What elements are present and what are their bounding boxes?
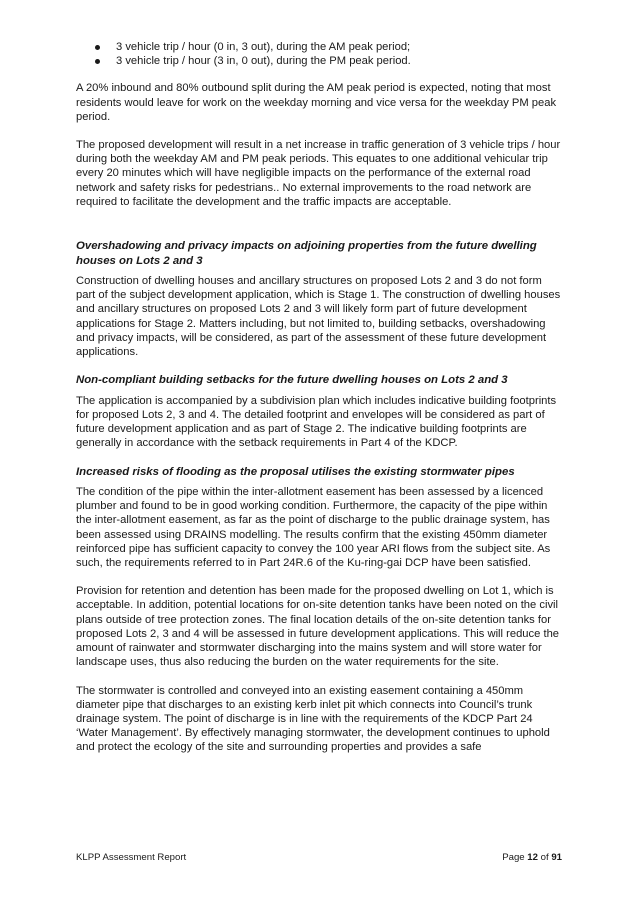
paragraph: The stormwater is controlled and conveyed into an existing easement containing a 450mm diameter pipe that discharges to an existing kerb inlet pit which connects into Council’s trunk drainage system. The point of discharge is in line with the requirements of the KDCP Part 24 ‘Water Management’. By effectively managing stormwater, the development continues to uphold and protect the ecology of the site and surrounding properties and provides a safe (76, 684, 550, 754)
page-footer (76, 852, 562, 864)
page-indicator: Page 12 of 91 (502, 852, 562, 863)
section-heading-flooding: Increased risks of flooding as the proposal utilises the existing stormwater pipes (76, 465, 515, 478)
paragraph: The condition of the pipe within the inter-allotment easement has been assessed by a licenced plumber and found to be in good working condition. Furthermore, the capacity of the pipe within the inter-allotment easement, as far as the point of discharge to the public drainage system, has been assessed using DRAINS modelling. The results confirm that the existing 450mm diameter reinforced pipe has sufficient capacity to convey the 100 year ARI flows from the subject site. As such, the requirements referred to in Part 24R.6 of the Ku-ring-gai DCP have been satisfied. (76, 486, 551, 570)
section-heading-setbacks: Non-compliant building setbacks for the future dwelling houses on Lots 2 and 3 (76, 374, 508, 387)
list-item: 3 vehicle trip / hour (3 in, 0 out), during the PM peak period. (76, 54, 564, 68)
report-title: KLPP Assessment Report (76, 852, 187, 863)
bullet-dot-icon (95, 45, 100, 50)
total-pages: 91 (551, 852, 562, 863)
paragraph: The application is accompanied by a subdivision plan which includes indicative building footprints for proposed Lots 2, 3 and 4. The detailed footprint and envelopes will be considered as part of future development application and as part of Stage 2. The indicative building footprints are generally in accordance with the setback requirements in Part 4 of the KDCP. (76, 394, 557, 450)
paragraph: Construction of dwelling houses and ancillary structures on proposed Lots 2 and 3 do not form part of the subject development application, which is Stage 1. The construction of dwelling houses and ancillary structures on proposed Lots 2 and 3 will likely form part of future development applications for Stage 2. Matters including, but not limited to, building setbacks, overshadowing and privacy impacts, will be considered, as part of the assessment of these future development applications. (76, 275, 561, 359)
paragraph: The proposed development will result in a net increase in traffic generation of 3 vehicle trips / hour during both the weekday AM and PM peak periods. This equates to one additional vehicular trip every 20 minutes which will have negligible impacts on the performance of the external road network and safety risks for pedestrians.. No external improvements to the road network are required to facilitate the development and the traffic impacts are acceptable. (76, 139, 561, 208)
section-heading-overshadowing: Overshadowing and privacy impacts on adjoining properties from the future dwelling houses on Lots 2 and 3 (76, 240, 537, 267)
paragraph: A 20% inbound and 80% outbound split during the AM peak period is expected, noting that most residents would leave for work on the weekday morning and vice versa for the weekday PM peak period. (76, 82, 557, 123)
page-number: 12 (527, 852, 538, 863)
list-item: 3 vehicle trip / hour (0 in, 3 out), during the AM peak period; (76, 40, 564, 54)
traffic-bullet-list (76, 40, 564, 68)
bullet-dot-icon (95, 59, 100, 64)
document-page (76, 40, 564, 769)
paragraph: Provision for retention and detention has been made for the proposed dwelling on Lot 1, which is acceptable. In addition, potential locations for on-site detention tanks have been noted on the civil plans outside of tree protection zones. The final location details of the on-site detention tanks for proposed Lots 2, 3 and 4 will be assessed in future development applications. This will reduce the amount of rainwater and stormwater discharging into the mains system and will store water for landscape uses, thus also reducing the burden on the water requirements for the site. (76, 585, 560, 669)
